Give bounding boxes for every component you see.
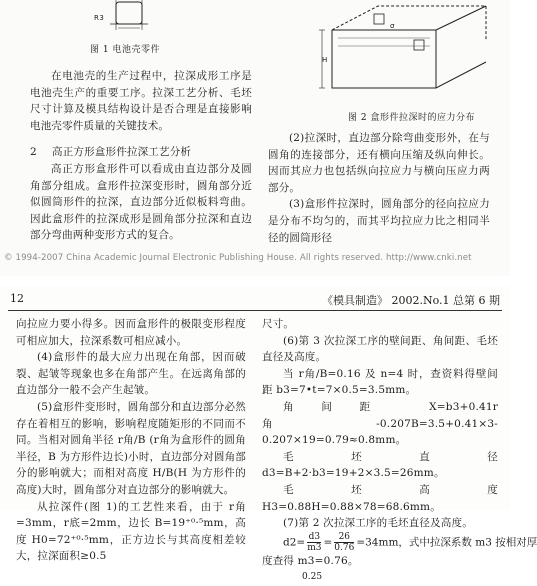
point-3-paragraph: (3)盒形件拉深时，圆角部分的径向拉应力是分布不均匀的，而其平均拉应力比之相同半径的圆筒形径 [268, 198, 490, 244]
header-rule [8, 310, 502, 311]
section-heading [30, 144, 252, 161]
journal-header: 《模具制造》 2002.No.1 总第 6 期 [321, 294, 500, 307]
point-5-paragraph: (5)盒形件变形时，圆角部分和直边部分必然存在着相互的影响，影响程度随矩形的不同而不同。当相对圆角半径 r角/B (r角为盒形件的圆角半径，B 为方形件边长)小时，直边部分对圆角部分的影响就大；而相对高度 H/B(H 为方形件的高度)大时，圆角部分对直边部分的影响就大。 [16, 400, 246, 496]
continued-paragraph: 向拉应力要小得多。因而盒形件的极限变形程度可相应加大，拉深系数可相应减小。 [16, 318, 246, 347]
point-6-paragraph: (6)第 3 次拉深工序的壁间距、角间距、毛坯直径及高度。 [262, 334, 498, 364]
formula-equals: = [323, 536, 333, 549]
top-page [0, 0, 510, 276]
bottom-right-column [262, 316, 537, 586]
intro-paragraph: 在电池壳的生产过程中，拉深成形工序是电池壳生产的重要工序。拉深工艺分析、毛坯尺寸计算及模具结构设计是否合理是直接影响电池壳零件质量的关键技术。 [30, 70, 252, 132]
point-2-paragraph: (2)拉深时，直边部分除弯曲变形外，在与圆角的连接部分，还有横向压缩及纵向伸长。因而其应力也包括纵向拉应力与横向压应力两部分。 [268, 132, 490, 194]
figure-2-caption: 图 2 盒形件拉深时的应力分布 [348, 113, 475, 123]
bottom-left-column [16, 316, 246, 565]
figure-2-drawing [318, 0, 494, 106]
wall-distance-paragraph: 当 r角/B=0.16 及 n=4 时，查资料得壁间距 b3=7•t=7×0.5=3.5mm。 [262, 367, 498, 397]
fraction-numerator: d3 [308, 531, 321, 542]
fraction-denominator: m3 [307, 542, 322, 553]
figure-2-label-sigma: σ [390, 22, 395, 30]
next-fraction-numerator: 0.25 [302, 572, 323, 583]
corner-distance-paragraph: 角间距 X=b3+0.41r角-0.207B=3.5+0.41×3-0.207×19=0.79≈0.8mm。 [262, 400, 498, 447]
d2-formula [262, 531, 537, 553]
figure-2-label-h: H [322, 56, 328, 64]
fraction-numerator: 26 [338, 531, 351, 542]
figure-1-caption: 图 1 电池壳零件 [90, 45, 160, 55]
bottom-page [0, 286, 537, 583]
section-paragraph: 高正方形盒形件可以看成由直边部分及圆角部分组成。盒形件拉深变形时，圆角部分近似圆筒形件的拉深，直边部分近似板料弯曲。因此盒形件的拉深成形是圆角部分拉深和直边部分弯曲两种变形方式的复合。 [30, 162, 252, 242]
process-paragraph: 从拉深件(图 1)的工艺性来看，由于 r角=3mm，r底=2mm，边长 B=19⁺⁰·⁵mm，高度 H0=72⁺⁰·⁵mm，正方边长与其高度相差较大，拉深面积≥0.5 [16, 500, 246, 563]
section-title: 高正方形盒形件拉深工艺分析 [52, 146, 192, 159]
section-number: 2 [30, 146, 37, 159]
point-4-paragraph: (4)盒形件的最大应力出现在角部，因而破裂、起皱等现象也多在角部产生。在远离角部的直边部分一般不会产生起皱。 [16, 351, 246, 397]
size-line: 尺寸。 [262, 318, 295, 330]
copyright-watermark: © 1994-2007 China Academic Journal Electronic Publishing House. All rights reserved. http://www.cnki.net [4, 253, 472, 263]
coefficient-note: 度查得 m3=0.76。 [262, 554, 359, 567]
formula-rest: =34mm，式中拉深系数 m3 按相对厚 [356, 536, 537, 549]
top-left-column [30, 68, 252, 244]
blank-diameter-line: 毛坯直径 d3=B+2·b3=19+2×3.5=26mm。 [262, 450, 498, 480]
page-gap [0, 276, 510, 286]
top-right-column [268, 130, 490, 246]
formula-lhs: d2= [283, 536, 306, 549]
figure-1-label: R3 [94, 14, 105, 22]
fraction-denominator: 0.76 [334, 542, 355, 553]
fraction-values [334, 532, 354, 553]
fraction-d3-m3 [307, 532, 321, 553]
blank-height-line: 毛坯高度 H3=0.88H=0.88×78=68.6mm。 [262, 483, 498, 513]
point-7-paragraph: (7)第 2 次拉深工序的毛坯直径及高度。 [283, 517, 473, 530]
page-number: 12 [10, 292, 24, 305]
